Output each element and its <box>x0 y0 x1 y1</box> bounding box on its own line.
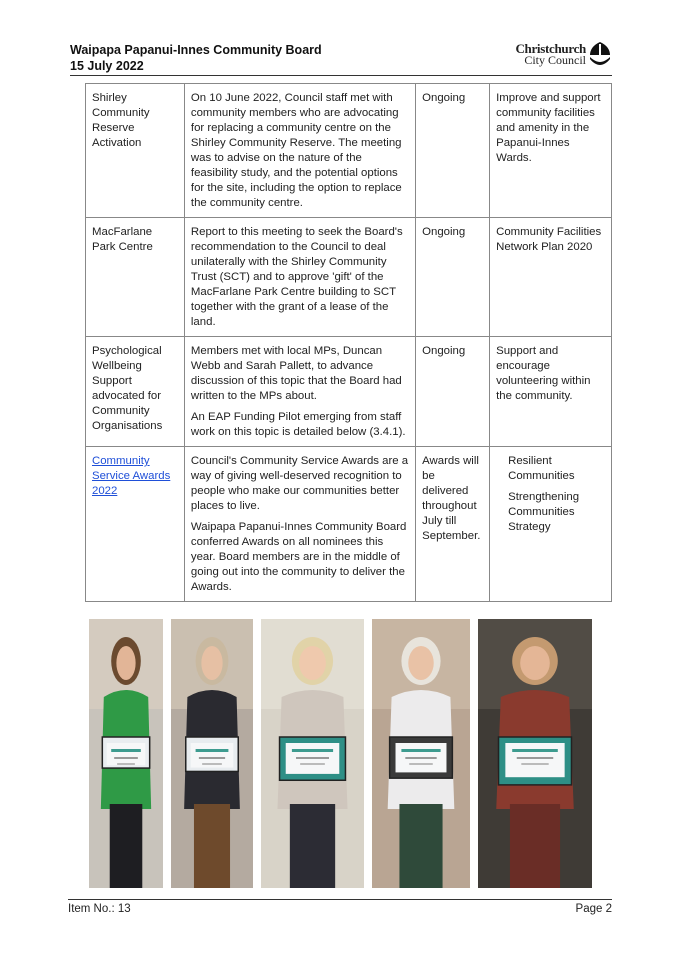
cathedral-icon <box>588 41 612 67</box>
description-paragraph: Report to this meeting to seek the Board's recommendation to the Council to deal unilaterally with the Shirley Community Trust (SCT) and to approve 'gift' of the MacFarlane Park Centre building to SCT together with the grant of a lease of the land. <box>190 226 403 328</box>
activity-name-cell <box>86 447 185 602</box>
strategy-text: Strengthening Communities Strategy <box>508 491 580 533</box>
award-recipient-photo <box>171 619 253 888</box>
status-cell <box>416 84 490 218</box>
meeting-date: 15 July 2022 <box>70 59 144 73</box>
status-text: Ongoing <box>422 92 466 104</box>
description-paragraph: Council's Community Service Awards are a way of giving well-deserved recognition to people who make our communities better places to live. <box>190 455 409 512</box>
description-paragraph: Members met with local MPs, Duncan Webb and Sarah Pallett, to advance discussion of this topic that the Board had written to the MPs about. <box>190 345 402 402</box>
description-cell <box>184 337 415 447</box>
description-cell <box>184 218 415 337</box>
strategy-cell <box>490 218 612 337</box>
status-cell <box>416 218 490 337</box>
activity-name: Psychological Wellbeing Support advocated for Community Organisations <box>92 345 163 432</box>
activity-name-cell <box>86 337 185 447</box>
page-header <box>70 40 612 76</box>
activity-name: Shirley Community Reserve Activation <box>92 92 150 149</box>
strategy-cell <box>490 84 612 218</box>
strategy-text: Improve and support community facilities and amenity in the Papanui-Innes Wards. <box>496 92 601 164</box>
table-row <box>86 447 612 602</box>
page-number: Page 2 <box>575 903 612 915</box>
status-text: Ongoing <box>422 226 466 238</box>
description-cell <box>184 447 415 602</box>
strategy-cell <box>490 447 612 602</box>
strategy-text: Support and encourage volunteering within the community. <box>496 345 591 402</box>
status-cell <box>416 337 490 447</box>
award-recipient-photo <box>89 619 163 888</box>
description-paragraph: On 10 June 2022, Council staff met with community members who are advocating for replacing a community centre on the Shirley Community Reserve. The meeting was to advise on the nature of the feasibility study, and the potential options for the site, including the option to replace the community centre. <box>190 92 402 209</box>
community-service-awards-link[interactable]: Community Service Awards 2022 <box>92 455 171 497</box>
award-recipient-photo <box>261 619 364 888</box>
page-footer <box>68 899 612 919</box>
strategy-text: Resilient Communities <box>508 455 575 482</box>
board-title: Waipapa Papanui-Innes Community Board <box>70 43 322 57</box>
activity-name-cell <box>86 218 185 337</box>
council-logo <box>502 40 612 70</box>
activity-name: MacFarlane Park Centre <box>92 226 153 253</box>
description-paragraph: Waipapa Papanui-Innes Community Board conferred Awards on all nominees this year. Board members are in the middle of going out into the community to deliver the Awards. <box>190 521 407 593</box>
status-text: Awards will be delivered throughout July till September. <box>422 455 481 542</box>
description-cell <box>184 84 415 218</box>
status-text: Ongoing <box>422 345 466 357</box>
status-cell <box>416 447 490 602</box>
table-row <box>86 218 612 337</box>
logo-line-1: Christchurch <box>515 41 586 56</box>
table-row <box>86 84 612 218</box>
logo-line-2: City Council <box>524 53 586 67</box>
item-number: Item No.: 13 <box>68 903 131 915</box>
strategy-text: Community Facilities Network Plan 2020 <box>496 226 602 253</box>
table-row <box>86 337 612 447</box>
award-recipient-photo <box>372 619 470 888</box>
award-recipient-photo <box>478 619 592 888</box>
strategy-cell <box>490 337 612 447</box>
activity-name-cell <box>86 84 185 218</box>
activity-table <box>85 83 612 602</box>
award-photos <box>89 619 592 888</box>
description-paragraph: An EAP Funding Pilot emerging from staff work on this topic is detailed below (3.4.1). <box>190 411 406 438</box>
